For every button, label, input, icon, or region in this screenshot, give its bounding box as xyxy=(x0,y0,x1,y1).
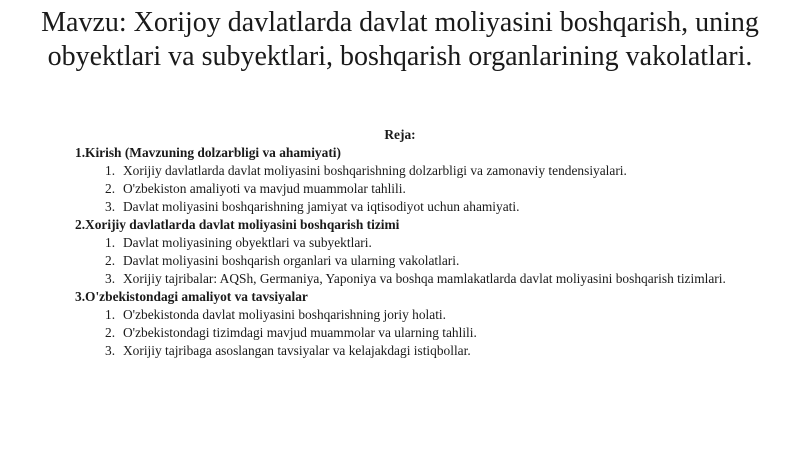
item-number: 3. xyxy=(105,343,116,358)
item-number: 1. xyxy=(105,307,116,322)
item-number: 3. xyxy=(105,199,116,214)
item-text: O'zbekistonda davlat moliyasini boshqarishning joriy holati. xyxy=(123,307,446,322)
item-text: Davlat moliyasining obyektlari va subyektlari. xyxy=(123,235,372,250)
item-number: 2. xyxy=(105,181,116,196)
list-item xyxy=(75,306,755,324)
list-item xyxy=(75,234,755,252)
plan-section-1 xyxy=(75,144,755,216)
item-number: 3. xyxy=(105,271,116,286)
plan-content xyxy=(75,126,755,360)
item-text: Xorijiy davlatlarda davlat moliyasini boshqarishning dolzarbligi va zamonaviy tendensiyalari. xyxy=(123,163,627,178)
plan-section-3 xyxy=(75,288,755,360)
list-item xyxy=(75,198,755,216)
item-text: Xorijiy tajribaga asoslangan tavsiyalar va kelajakdagi istiqbollar. xyxy=(123,343,471,358)
list-item xyxy=(75,270,755,288)
item-text: Xorijiy tajribalar: AQSh, Germaniya, Yaponiya va boshqa mamlakatlarda davlat moliyasini boshqarish tizimlari. xyxy=(123,271,726,286)
section-items xyxy=(75,162,755,216)
section-heading: 3.O'zbekistondagi amaliyot va tavsiyalar xyxy=(75,289,308,304)
item-text: Davlat moliyasini boshqarish organlari va ularning vakolatlari. xyxy=(123,253,460,268)
plan-section-2 xyxy=(75,216,755,288)
item-text: O'zbekiston amaliyoti va mavjud muammolar tahlili. xyxy=(123,181,406,196)
list-item xyxy=(75,342,755,360)
list-item xyxy=(75,252,755,270)
list-item xyxy=(75,324,755,342)
item-text: O'zbekistondagi tizimdagi mavjud muammolar va ularning tahlili. xyxy=(123,325,477,340)
section-heading: 1.Kirish (Mavzuning dolzarbligi va ahamiyati) xyxy=(75,145,341,160)
section-heading: 2.Xorijiy davlatlarda davlat moliyasini boshqarish tizimi xyxy=(75,217,400,232)
slide-title: Mavzu: Xorijoy davlatlarda davlat moliyasini boshqarish, uning obyektlari va subyektlari, boshqarish organlarining vakolatlari. xyxy=(41,7,759,72)
item-text: Davlat moliyasini boshqarishning jamiyat va iqtisodiyot uchun ahamiyati. xyxy=(123,199,520,214)
section-items xyxy=(75,306,755,360)
item-number: 2. xyxy=(105,325,116,340)
list-item xyxy=(75,162,755,180)
item-number: 2. xyxy=(105,253,116,268)
section-items xyxy=(75,234,755,288)
item-number: 1. xyxy=(105,163,116,178)
plan-label: Reja: xyxy=(384,127,416,142)
item-number: 1. xyxy=(105,235,116,250)
list-item xyxy=(75,180,755,198)
